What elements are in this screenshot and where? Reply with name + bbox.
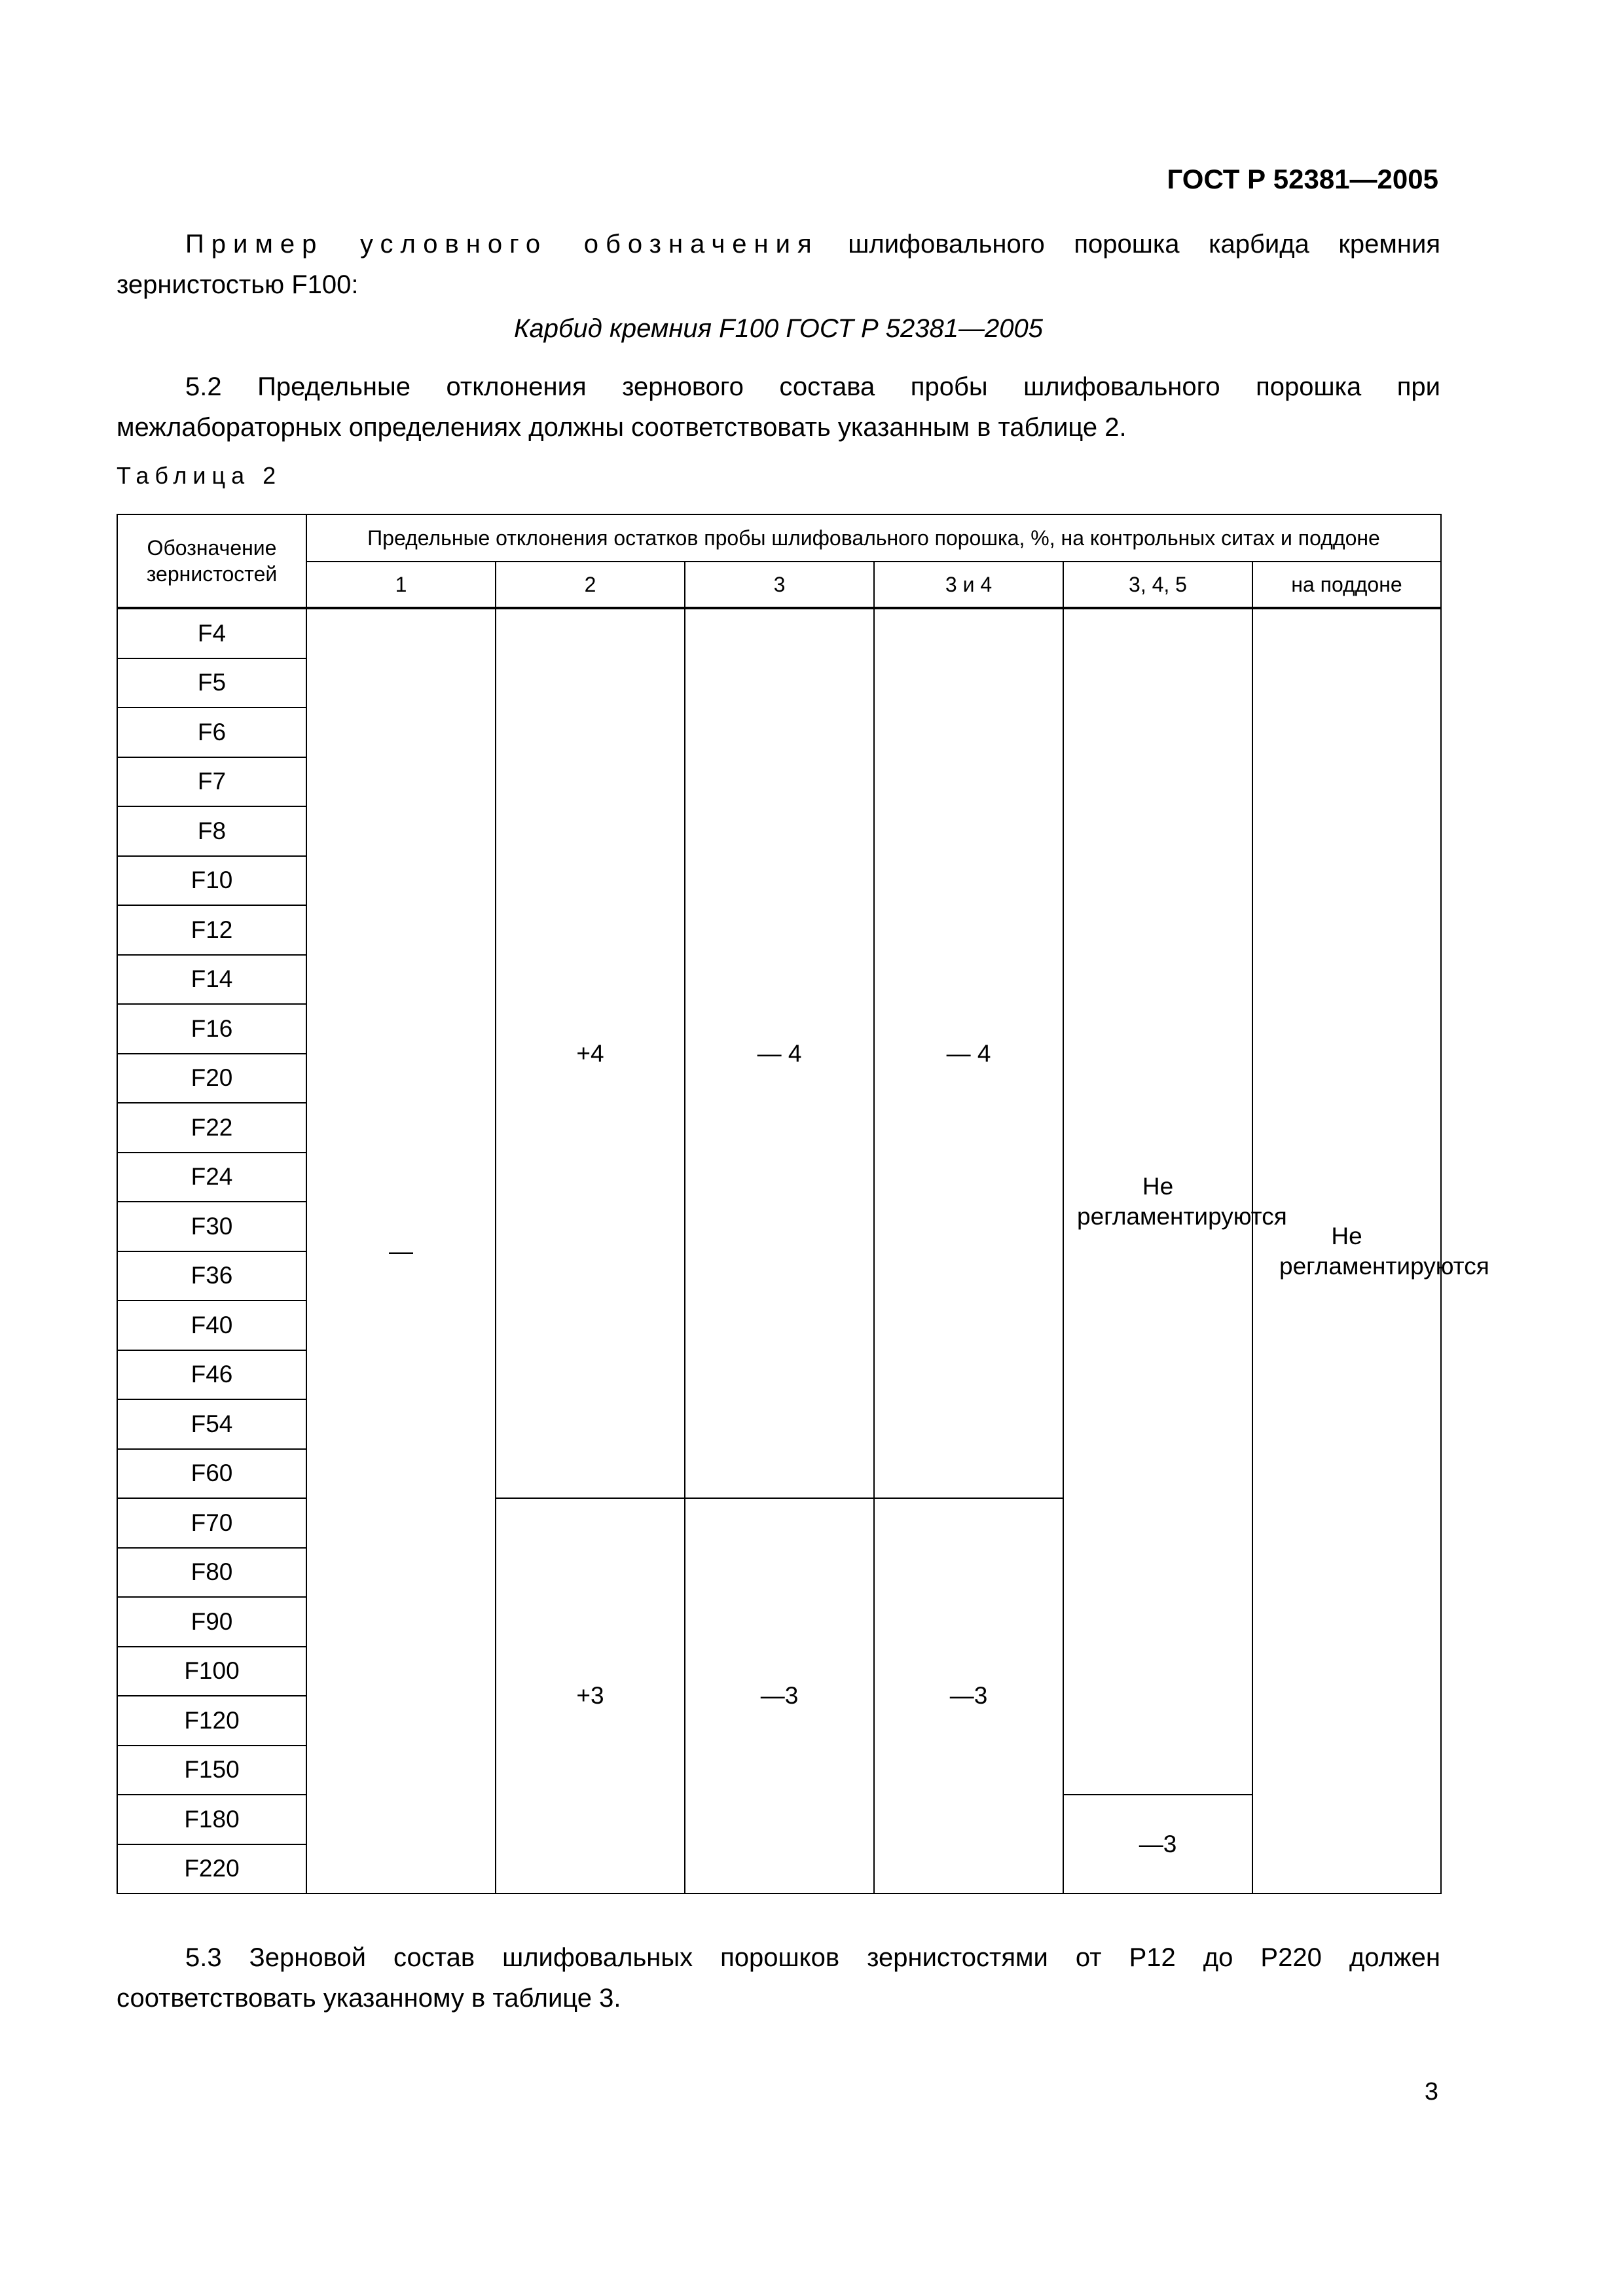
grit-cell: F180 <box>117 1795 306 1844</box>
grit-cell: F150 <box>117 1746 306 1795</box>
grit-cell: F14 <box>117 955 306 1005</box>
grit-cell: F20 <box>117 1054 306 1103</box>
sieve-3-lower-value: —3 <box>685 1498 874 1893</box>
grit-cell: F6 <box>117 708 306 757</box>
sub-header-pan: на поддоне <box>1252 562 1441 608</box>
sub-header-sieve-3-4-5: 3, 4, 5 <box>1063 562 1252 608</box>
sub-header-sieve-1: 1 <box>306 562 496 608</box>
col-header-grit: Обозначение зернистостей <box>117 514 306 608</box>
page-number: 3 <box>1424 2078 1438 2106</box>
grit-cell: F4 <box>117 608 306 658</box>
grit-cell: F60 <box>117 1449 306 1499</box>
grit-cell: F80 <box>117 1548 306 1598</box>
grit-cell: F90 <box>117 1597 306 1647</box>
grit-cell: F5 <box>117 658 306 708</box>
sub-header-sieve-3-4: 3 и 4 <box>874 562 1063 608</box>
grit-cell: F70 <box>117 1498 306 1548</box>
example-rest: шлифовального порошка карбида кремния зернистостью F100: <box>117 230 1440 299</box>
grit-cell: F40 <box>117 1300 306 1350</box>
sub-header-sieve-3: 3 <box>685 562 874 608</box>
example-paragraph <box>117 224 1440 305</box>
grit-cell: F16 <box>117 1004 306 1054</box>
sieve-3-4-upper-value: — 4 <box>874 608 1063 1498</box>
grit-cell: F12 <box>117 905 306 955</box>
section-5-3: 5.3 Зерновой состав шлифовальных порошков зернистостями от Р12 до Р220 должен соответствовать указанному в таблице 3. <box>117 1943 1440 2013</box>
grit-cell: F7 <box>117 757 306 807</box>
sieve-3-4-lower-value: —3 <box>874 1498 1063 1893</box>
sieve-2-lower-value: +3 <box>496 1498 685 1893</box>
table-caption: Таблица 2 <box>117 462 282 489</box>
pan-value: Не регламентируются <box>1252 608 1441 1893</box>
grit-cell: F54 <box>117 1399 306 1449</box>
grit-cell: F8 <box>117 806 306 856</box>
grit-cell: F46 <box>117 1350 306 1400</box>
section-5-2: 5.2 Предельные отклонения зернового состава пробы шлифовального порошка при межлабораторных определениях должны соответствовать указанным в таблице 2. <box>117 372 1440 442</box>
sieve-3-upper-value: — 4 <box>685 608 874 1498</box>
grit-cell: F36 <box>117 1251 306 1301</box>
grit-cell: F24 <box>117 1153 306 1202</box>
sieve-2-upper-value: +4 <box>496 608 685 1498</box>
sieve-3-4-5-upper-value: Не регламентируются <box>1063 608 1252 1795</box>
sieve-1-value: — <box>306 608 496 1893</box>
grit-cell: F30 <box>117 1202 306 1251</box>
grit-cell: F220 <box>117 1844 306 1894</box>
grit-cell: F120 <box>117 1696 306 1746</box>
grit-cell: F100 <box>117 1647 306 1696</box>
grain-deviation-table <box>117 514 1489 1894</box>
table-row <box>117 608 1441 658</box>
standard-header: ГОСТ Р 52381—2005 <box>1167 164 1438 194</box>
example-designation: Карбид кремния F100 ГОСТ Р 52381—2005 <box>513 314 1044 343</box>
grit-cell: F10 <box>117 856 306 906</box>
sub-header-sieve-2: 2 <box>496 562 685 608</box>
grit-cell: F22 <box>117 1103 306 1153</box>
group-header: Предельные отклонения остатков пробы шлифовального порошка, %, на контрольных ситах и поддоне <box>306 514 1441 562</box>
example-lead: Пример условного обозначения <box>185 230 819 259</box>
sieve-3-4-5-lower-value: —3 <box>1063 1795 1252 1893</box>
